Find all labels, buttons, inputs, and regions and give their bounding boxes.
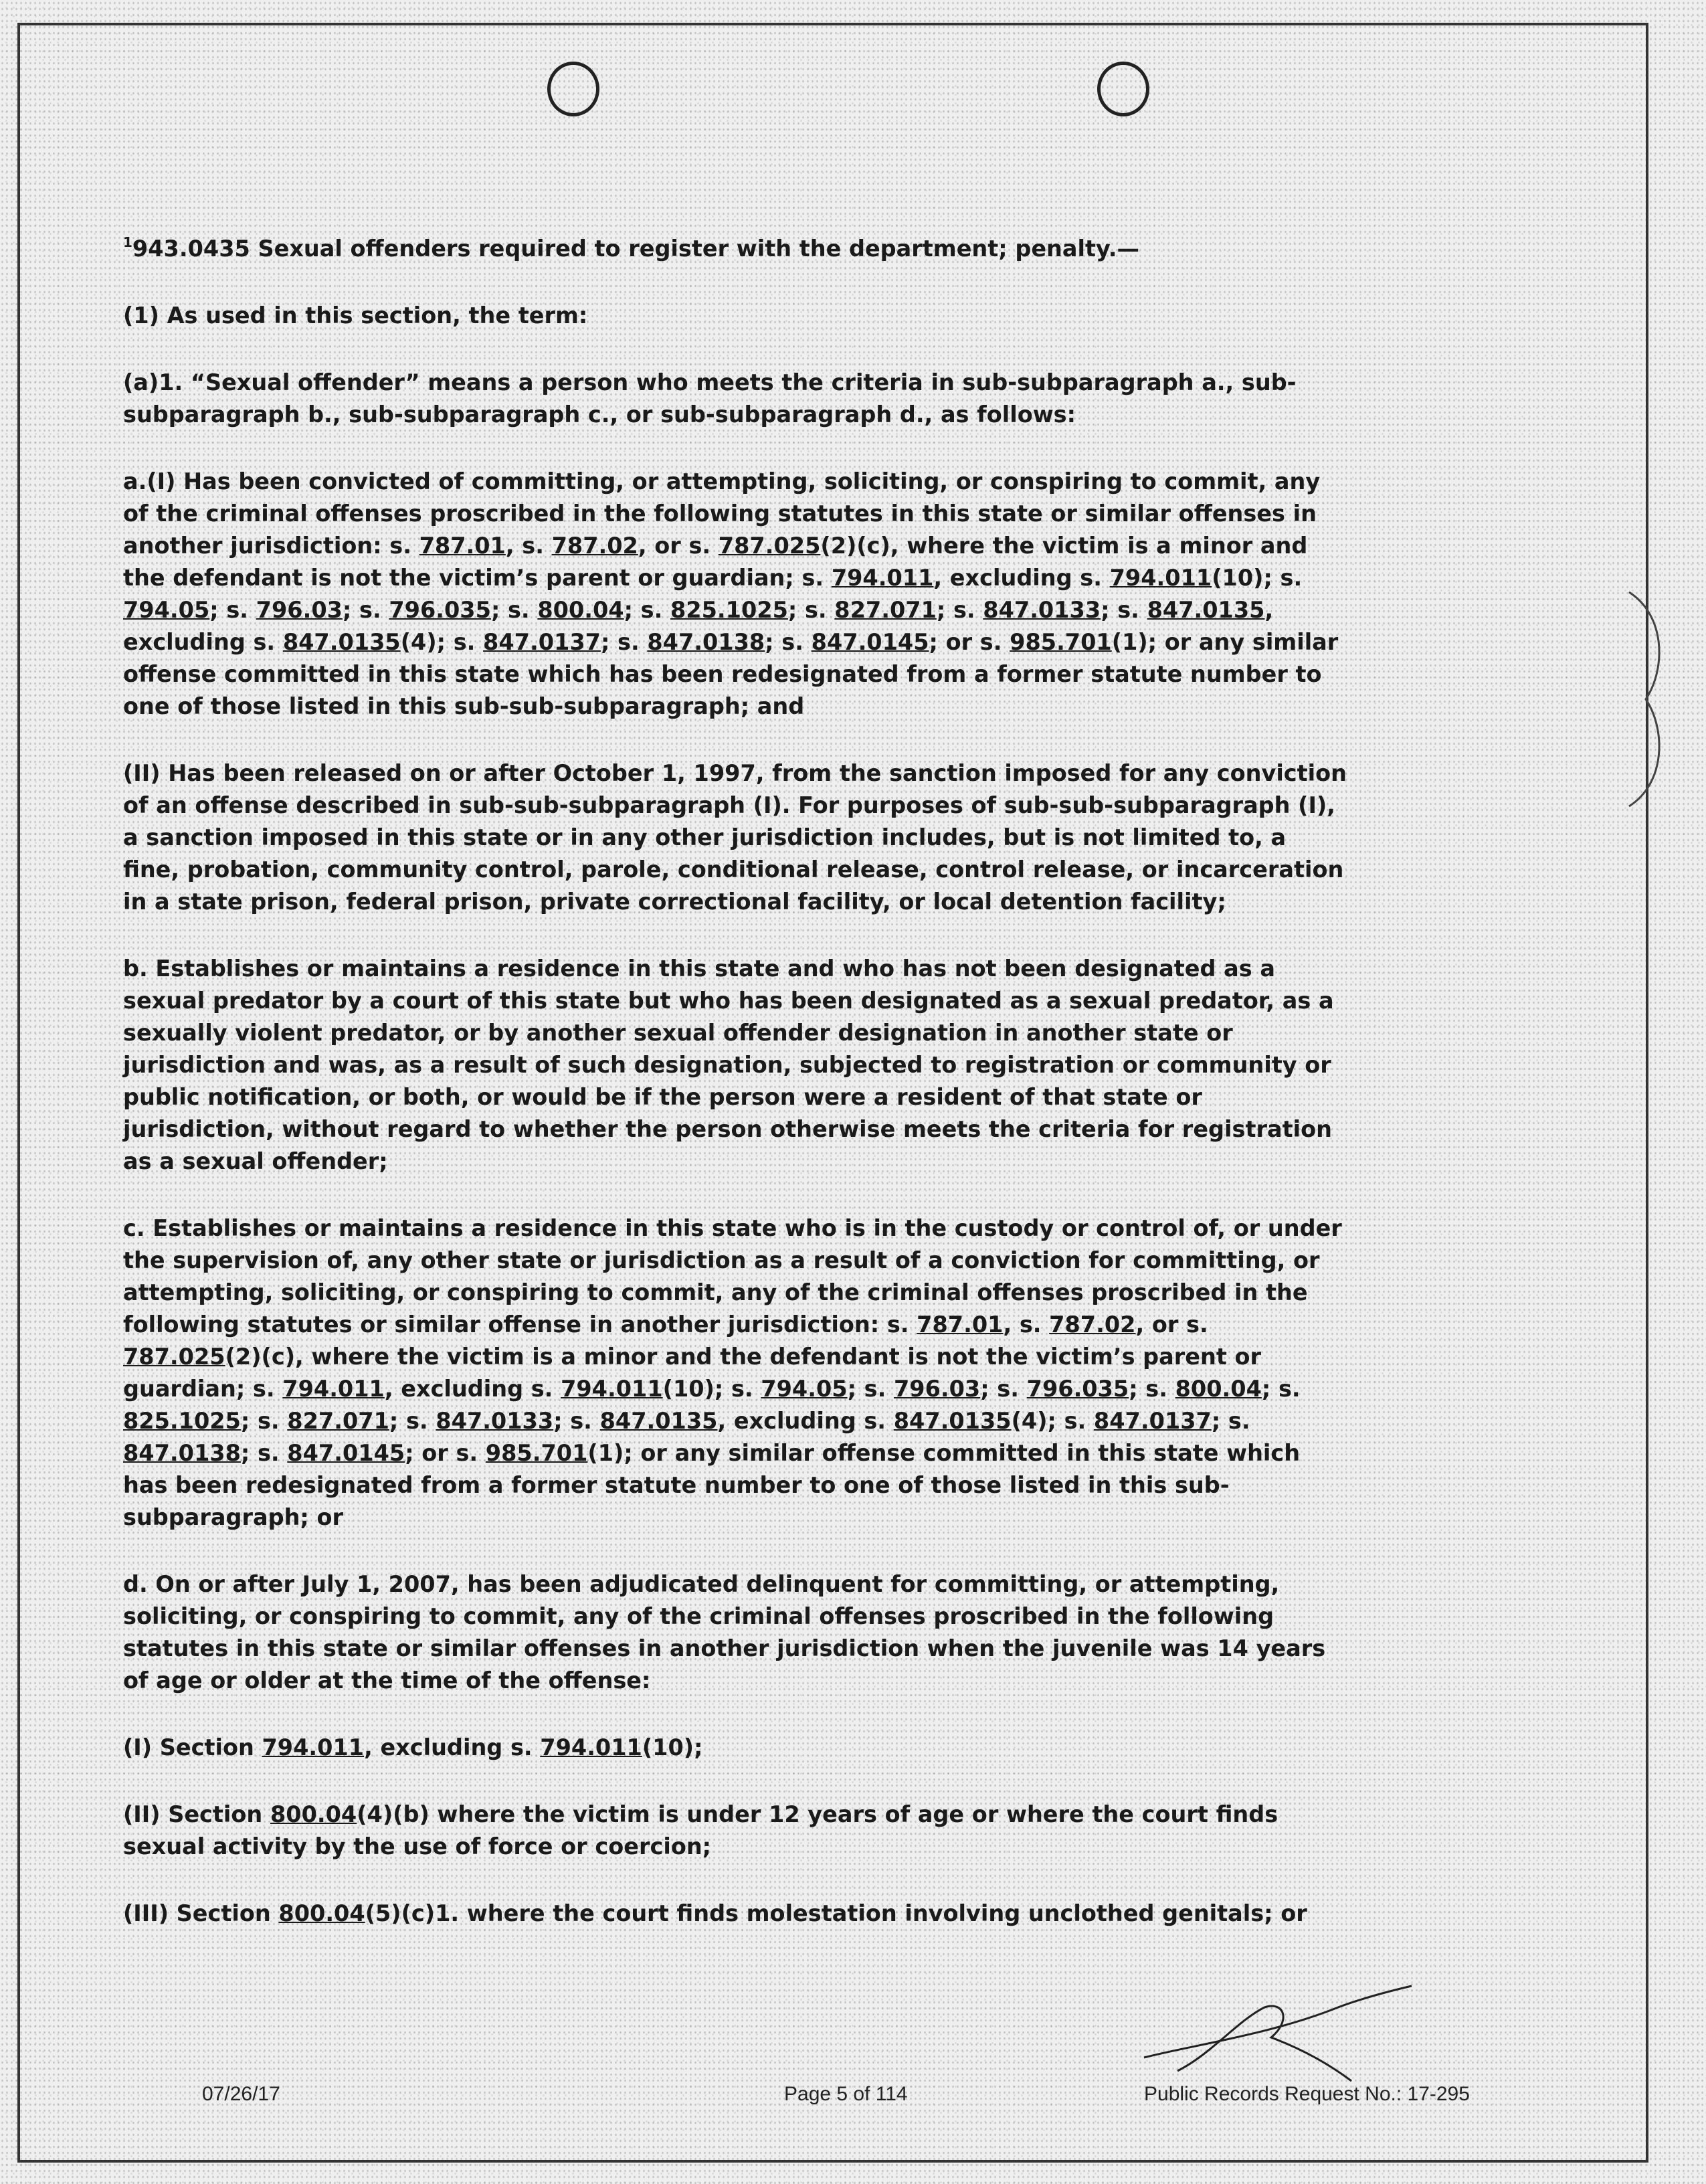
text: ; s. [980,1376,1027,1402]
text: ; s. [1129,1376,1175,1402]
text: ; s. [1261,1376,1301,1402]
statute-link[interactable]: 827.071 [287,1408,389,1434]
text: (4); s. [1011,1408,1094,1434]
statute-link[interactable]: 800.04 [278,1900,365,1926]
statute-link[interactable]: 827.071 [834,597,937,623]
statute-link[interactable]: 847.0137 [1093,1408,1212,1434]
paragraph-d-I [123,1732,1347,1764]
statute-link[interactable]: 847.0137 [483,629,601,655]
statute-link[interactable]: 985.701 [485,1440,588,1466]
text: , s. [1003,1311,1050,1338]
statute-link[interactable]: 847.0145 [811,629,929,655]
paragraph-d-II [123,1799,1347,1863]
statute-link[interactable]: 787.01 [917,1311,1004,1338]
text: ; s. [600,629,648,655]
subsection-1: (1) As used in this section, the term: [123,302,588,329]
text: (1); or any similar offense committed in this state which has been redesignated from a former statute number to one of those listed in this sub-subparagraph; or [123,1440,1301,1530]
text: (I) Section [123,1734,262,1760]
statute-link[interactable]: 787.025 [123,1344,225,1370]
text: (10); [642,1734,703,1760]
statute-link[interactable]: 825.1025 [670,597,788,623]
footnote-mark: 1 [123,234,132,250]
statute-link[interactable]: 794.011 [262,1734,365,1760]
paragraph-b: b. Establishes or maintains a residence in this state and who has not been designated as a sexual predator by a court of this state but who has been designated as a sexual predator, as a sexually violent predator, or by another sexual offender designation in another state or jurisdiction and was, as a result of such designation, subjected to registration or community or public notification, or both, or would be if the person were a resident of that state or jurisdiction, without regard to whether the person otherwise meets the criteria for registration as a sexual offender; [123,955,1334,1174]
statute-link[interactable]: 847.0145 [287,1440,405,1466]
statute-link[interactable]: 847.0135 [282,629,401,655]
footer-request-number: Public Records Request No.: 17-295 [1144,2083,1470,2105]
statute-link[interactable]: 847.0133 [436,1408,554,1434]
statute-link[interactable]: 847.0135 [893,1408,1012,1434]
footer-page-number: Page 5 of 114 [784,2083,908,2105]
text: (4); s. [400,629,484,655]
text: ; s. [342,597,389,623]
paragraph-d-III [123,1898,1347,1930]
text: , or s. [1135,1311,1208,1338]
statute-link[interactable]: 985.701 [1010,629,1112,655]
text: ; s. [624,597,670,623]
text: ; or s. [929,629,1010,655]
text: (2)(c), where the victim is a minor and the defendant is not the victim’s parent or guardian; s. [123,1344,1262,1402]
statute-link[interactable]: 794.011 [561,1376,663,1402]
text: , or s. [638,533,719,559]
text: ; s. [240,1440,288,1466]
hole-punch-left [547,62,599,116]
statute-link[interactable]: 787.01 [419,533,506,559]
statute-link[interactable]: 800.04 [1175,1376,1262,1402]
text: , excluding s. [384,1376,561,1402]
paragraph-a-I [123,466,1347,723]
statute-link[interactable]: 787.025 [718,533,821,559]
text: (10); s. [1212,565,1303,591]
text: , s. [505,533,552,559]
paragraph-a1 [123,367,1347,431]
text: , excluding s. [717,1408,894,1434]
statute-link[interactable]: 847.0138 [647,629,765,655]
statute-link[interactable]: 787.02 [551,533,638,559]
paragraph-a-II: (II) Has been released on or after October 1, 1997, from the sanction imposed for any conviction of an offense described in sub-sub-subparagraph (I). For purposes of sub-sub-subparagraph (I), a sanction imposed in this state or in any other jurisdiction includes, but is not limited to, a fine, probation, community control, parole, conditional release, control release, or incarceration in a state prison, federal prison, private correctional facility, or local detention facility; [123,760,1347,915]
statute-link[interactable]: 847.0138 [123,1440,241,1466]
statute-link[interactable]: 794.05 [761,1376,848,1402]
statute-heading [123,226,1347,265]
margin-bracket-mark [1626,589,1673,810]
footer-date: 07/26/17 [202,2083,280,2105]
handwritten-signature [1137,1981,1418,2088]
paragraph-d: d. On or after July 1, 2007, has been adjudicated delinquent for committing, or attempting, soliciting, or conspiring to commit, any of the criminal offenses proscribed in the following statutes in this state or similar offenses in another jurisdiction when the juvenile was 14 years of age or older at the time of the offense: [123,1571,1326,1694]
text: ; s. [787,597,835,623]
text: ; s. [936,597,983,623]
text: c. Establishes or maintains a residence in this state who is in the custody or control of, or under the supervision of, any other state or jurisdiction as a result of a conviction for committing, or attempting, soliciting, or conspiring to commit, any of the criminal offenses proscribed in the following statutes or similar offense in another jurisdiction: s. [123,1215,1342,1338]
statute-link[interactable]: 796.03 [893,1376,981,1402]
text: ; s. [553,1408,600,1434]
text: ; s. [1211,1408,1250,1434]
statute-text [123,226,1347,1965]
text: (II) Section [123,1801,270,1827]
text: ; s. [490,597,538,623]
text: ; s. [765,629,812,655]
text: , excluding s. [933,565,1110,591]
statute-link[interactable]: 800.04 [537,597,624,623]
statute-link[interactable]: 847.0135 [599,1408,718,1434]
statute-link[interactable]: 800.04 [270,1801,357,1827]
text: ; s. [1101,597,1147,623]
hole-punch-right [1097,62,1149,116]
heading-text: 943.0435 Sexual offenders required to register with the department; penalty.— [132,236,1139,262]
statute-link[interactable]: 794.011 [831,565,934,591]
statute-link[interactable]: 796.035 [1026,1376,1129,1402]
statute-link[interactable]: 787.02 [1049,1311,1136,1338]
text: ; s. [847,1376,894,1402]
statute-link[interactable]: 847.0135 [1147,597,1265,623]
text: ; or s. [405,1440,486,1466]
statute-link[interactable]: 847.0133 [983,597,1101,623]
text: (a)1. “Sexual offender” means a person who meets the criteria in sub-subparagraph a., sub-subparagraph b., sub-subparagraph c., or sub-subparagraph d., as follows: [123,369,1297,428]
text: ; s. [240,1408,288,1434]
text: (1); or any similar offense committed in this state which has been redesignated from a former statute number to one of those listed in this sub-sub-subparagraph; and [123,629,1339,719]
text: (4)(b) where the victim is under 12 years of age or where the court finds sexual activity by the use of force or coercion; [123,1801,1278,1859]
text: (III) Section [123,1900,279,1926]
text: a.(I) Has been convicted of committing, or attempting, soliciting, or conspiring to commit, any of the criminal offenses proscribed in the following statutes in this state or similar offenses in another jurisdiction: s. [123,468,1321,559]
text: , excluding s. [123,597,1274,655]
statute-link[interactable]: 794.011 [282,1376,385,1402]
text: ; s. [389,1408,436,1434]
statute-link[interactable]: 825.1025 [123,1408,241,1434]
statute-link[interactable]: 794.011 [540,1734,642,1760]
statute-link[interactable]: 796.035 [389,597,491,623]
text: (10); s. [662,1376,761,1402]
paragraph-c [123,1212,1347,1534]
text: (5)(c)1. where the court finds molestation involving unclothed genitals; or [365,1900,1307,1926]
text: ; s. [209,597,256,623]
statute-link[interactable]: 794.05 [123,597,210,623]
statute-link[interactable]: 794.011 [1109,565,1212,591]
text: (2)(c), where the victim is a minor and the defendant is not the victim’s parent or guardian; s. [123,533,1308,591]
text: , excluding s. [364,1734,541,1760]
statute-link[interactable]: 796.03 [256,597,343,623]
